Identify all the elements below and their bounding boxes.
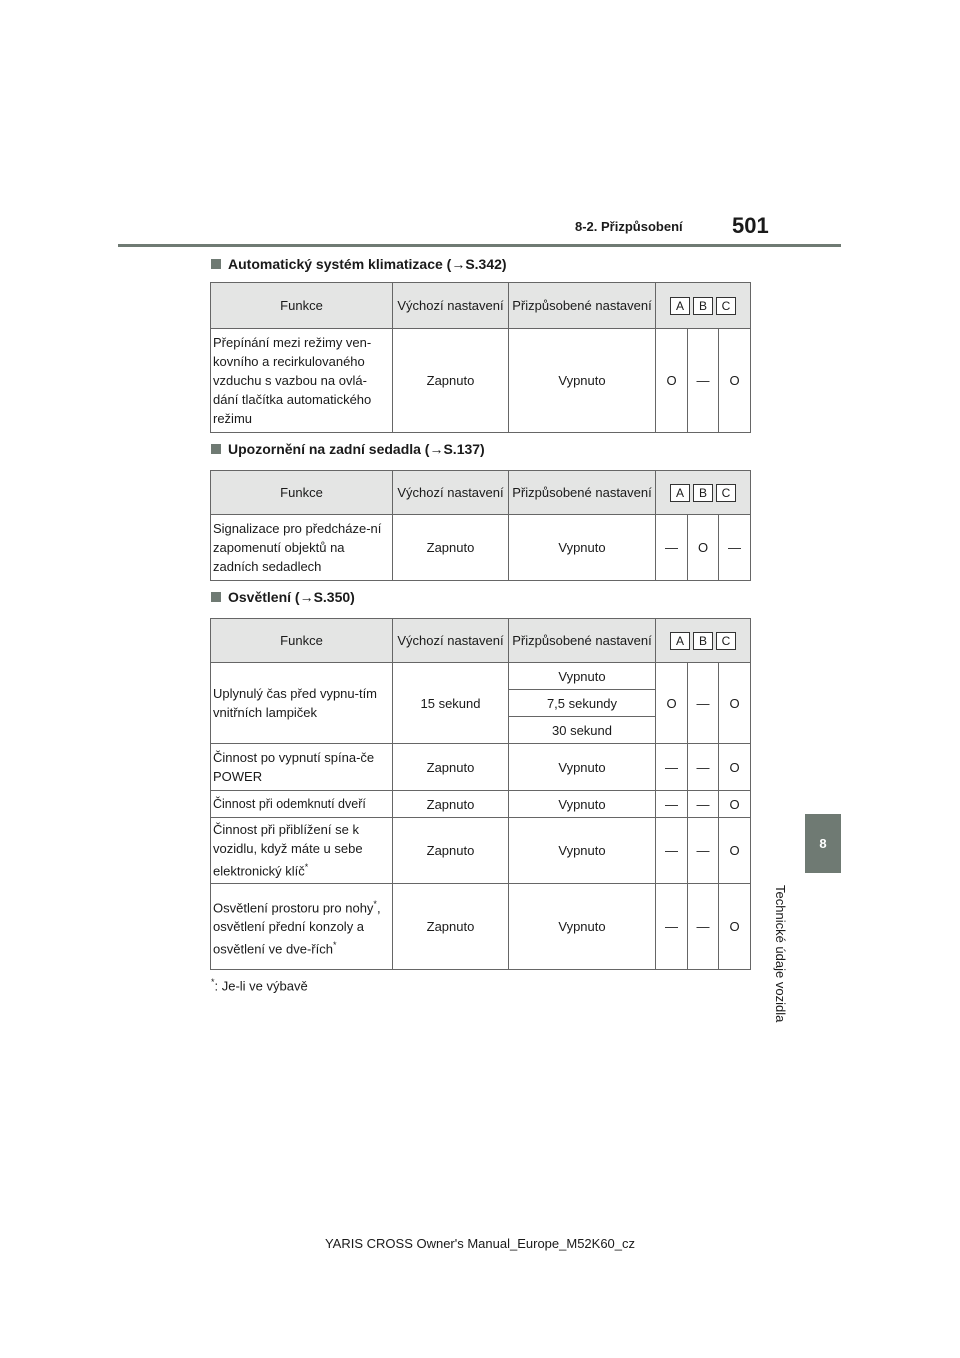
label-a: A <box>670 632 690 650</box>
cell-function-text: Činnost při přiblížení se k vozidlu, když máte u sebe elektronický klíč <box>213 822 363 879</box>
cell-b: — <box>688 663 719 744</box>
cell-function <box>211 818 393 884</box>
cell-a: — <box>656 818 688 884</box>
cell-c: O <box>719 329 751 433</box>
footnote-text: : Je-li ve výbavě <box>214 978 308 994</box>
cell-function: Signalizace pro předcháze-ní zapomenutí objektů na zadních sedadlech <box>211 515 393 581</box>
col-header-function: Funkce <box>211 471 393 515</box>
section-title-text: Osvětlení (→S.350) <box>228 589 355 605</box>
cell-custom: Vypnuto <box>509 818 656 884</box>
table-row <box>211 884 751 970</box>
cell-c: O <box>719 744 751 791</box>
settings-table-lighting <box>210 618 751 970</box>
footnote-mark: * <box>373 898 377 909</box>
footnote-mark: * <box>332 940 337 950</box>
cell-c: O <box>719 791 751 818</box>
chapter-tab: 8 <box>805 814 841 873</box>
label-b: B <box>693 632 713 650</box>
page-footer: YARIS CROSS Owner's Manual_Europe_M52K60_cz <box>324 1236 636 1251</box>
cell-b: — <box>688 329 719 433</box>
square-bullet-icon <box>211 592 221 602</box>
cell-function-text: Osvětlení prostoru pro nohy <box>213 900 374 915</box>
square-bullet-icon <box>211 259 221 269</box>
cell-function: Činnost po vypnutí spína-če POWER <box>211 744 393 791</box>
cell-a: — <box>656 791 688 818</box>
cell-function: Činnost při odemknutí dveří <box>211 791 393 818</box>
col-header-function: Funkce <box>211 283 393 329</box>
square-bullet-icon <box>211 444 221 454</box>
cell-a: O <box>656 663 688 744</box>
section-title <box>211 441 485 457</box>
cell-b: O <box>688 515 719 581</box>
footnote <box>211 977 308 993</box>
col-header-abc <box>656 471 751 515</box>
cell-default: Zapnuto <box>393 884 509 970</box>
footnote-mark: * <box>211 977 215 987</box>
col-header-abc <box>656 283 751 329</box>
table-row <box>211 791 751 818</box>
cell-a: O <box>656 329 688 433</box>
table-header-row <box>211 283 751 329</box>
section-header: 8-2. Přizpůsobení <box>575 219 683 234</box>
section-title <box>211 256 507 272</box>
cell-default: Zapnuto <box>393 329 509 433</box>
cell-custom-option: 7,5 sekundy <box>509 690 656 717</box>
col-header-custom: Přizpůsobené nastavení <box>509 619 656 663</box>
cell-b: — <box>688 884 719 970</box>
cell-c: — <box>719 515 751 581</box>
section-title-text: Automatický systém klimatizace (→S.342) <box>228 256 507 272</box>
cell-custom-option: 30 sekund <box>509 717 656 744</box>
label-c: C <box>716 297 736 315</box>
cell-b: — <box>688 818 719 884</box>
cell-b: — <box>688 791 719 818</box>
col-header-default: Výchozí nastavení <box>393 471 509 515</box>
settings-table-rear-seat <box>210 470 751 581</box>
cell-default: Zapnuto <box>393 791 509 818</box>
cell-c: O <box>719 663 751 744</box>
cell-function: Přepínání mezi režimy ven-kovního a recirkulovaného vzduchu s vazbou na ovlá-dání tlačítka automatického režimu <box>211 329 393 433</box>
chapter-title-text: Technické údaje vozidla <box>773 885 788 1023</box>
col-header-custom: Přizpůsobené nastavení <box>509 471 656 515</box>
cell-default: Zapnuto <box>393 744 509 791</box>
table-row <box>211 818 751 884</box>
cell-custom: Vypnuto <box>509 329 656 433</box>
table-row <box>211 515 751 581</box>
label-b: B <box>693 484 713 502</box>
cell-b: — <box>688 744 719 791</box>
cell-c: O <box>719 884 751 970</box>
table-row <box>211 663 751 690</box>
cell-custom: Vypnuto <box>509 744 656 791</box>
cell-custom: Vypnuto <box>509 884 656 970</box>
col-header-abc <box>656 619 751 663</box>
section-title-text: Upozornění na zadní sedadla (→S.137) <box>228 441 485 457</box>
col-header-custom: Přizpůsobené nastavení <box>509 283 656 329</box>
table-header-row <box>211 471 751 515</box>
cell-function <box>211 884 393 970</box>
label-c: C <box>716 632 736 650</box>
table-row <box>211 744 751 791</box>
cell-default: Zapnuto <box>393 515 509 581</box>
label-c: C <box>716 484 736 502</box>
page-number: 501 <box>732 213 769 238</box>
label-a: A <box>670 297 690 315</box>
col-header-function: Funkce <box>211 619 393 663</box>
settings-table-climate <box>210 282 751 433</box>
col-header-default: Výchozí nastavení <box>393 619 509 663</box>
cell-a: — <box>656 884 688 970</box>
cell-default: 15 sekund <box>393 663 509 744</box>
section-title <box>211 589 355 605</box>
cell-custom: Vypnuto <box>509 515 656 581</box>
col-header-default: Výchozí nastavení <box>393 283 509 329</box>
header-rule <box>118 244 841 247</box>
cell-a: — <box>656 744 688 791</box>
cell-default: Zapnuto <box>393 818 509 884</box>
table-row <box>211 329 751 433</box>
chapter-side-title <box>773 885 805 1055</box>
cell-function: Uplynulý čas před vypnu-tím vnitřních lampiček <box>211 663 393 744</box>
footnote-mark: * <box>304 862 309 873</box>
cell-c: O <box>719 818 751 884</box>
table-header-row <box>211 619 751 663</box>
label-a: A <box>670 484 690 502</box>
label-b: B <box>693 297 713 315</box>
cell-custom: Vypnuto <box>509 791 656 818</box>
cell-a: — <box>656 515 688 581</box>
cell-custom-option: Vypnuto <box>509 663 656 690</box>
cell-function-text: , osvětlení přední konzoly a osvětlení ve dve-řích <box>213 900 381 957</box>
